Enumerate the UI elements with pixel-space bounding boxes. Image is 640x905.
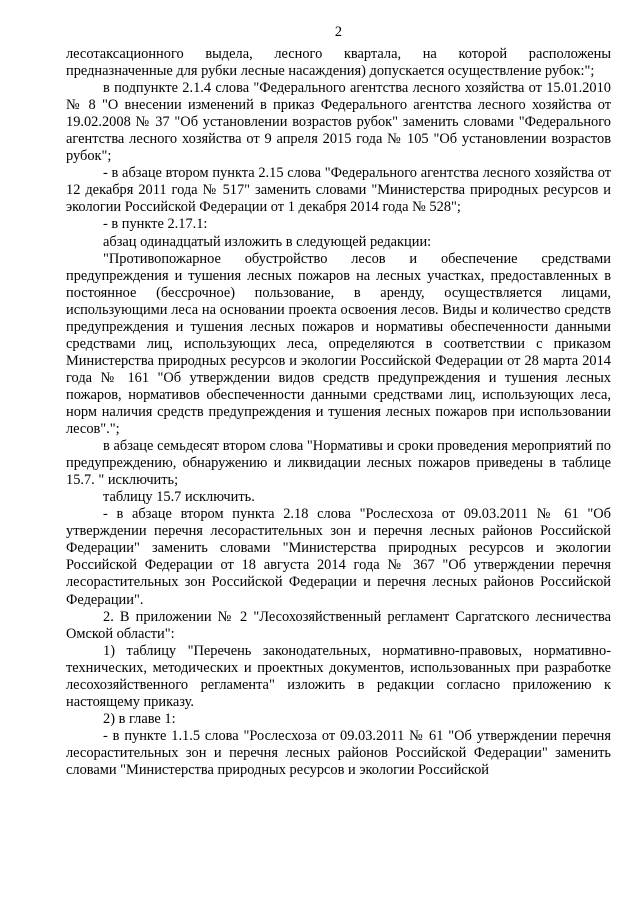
paragraph: - в пункте 1.1.5 слова "Рослесхоза от 09.03.2011 № 61 "Об утверждении перечня лесорастительных зон и перечня лесных районов Российской Федерации" заменить словами "Министерства природных ресурсов и экологии Российской [66, 727, 611, 778]
paragraph: 2. В приложении № 2 "Лесохозяйственный регламент Саргатского лесничества Омской области": [66, 608, 611, 642]
document-page [66, 24, 611, 779]
paragraph: таблицу 15.7 исключить. [103, 489, 255, 506]
paragraph: 2) в главе 1: [103, 710, 176, 727]
page-number: 2 [334, 24, 343, 40]
paragraph: абзац одинадцатый изложить в следующей редакции: [103, 233, 432, 250]
paragraph: лесотаксационного выдела, лесного квартала, на которой расположены предназначенные для рубки лесные насаждения) допускается осуществление рубок:"; [66, 46, 611, 80]
paragraph: в абзаце семьдесят втором слова "Нормативы и сроки проведения мероприятий по предупреждению, обнаружению и ликвидации лесных пожаров приведены в таблице 15.7. " исключить; [66, 438, 611, 489]
paragraph: - в абзаце втором пункта 2.15 слова "Федерального агентства лесного хозяйства от 12 декабря 2011 года № 517" заменить словами "Министерства природных ресурсов и экологии Российской Федерации от 1 декабря 2014 года № 528"; [66, 165, 611, 216]
paragraph: 1) таблицу "Перечень законодательных, нормативно-правовых, нормативно-технических, методических и проектных документов, использованных при разработке лесохозяйственного регламента" изложить в редакции согласно приложению к настоящему приказу. [66, 642, 611, 710]
paragraph: - в абзаце втором пункта 2.18 слова "Рослесхоза от 09.03.2011 № 61 "Об утверждении перечня лесорастительных зон и перечня лесных районов Российской Федерации" заменить словами "Министерства природных ресурсов и экологии Российской Федерации от 18 августа 2014 года № 367 "Об утверждении перечня лесорастительных зон Российской Федерации и перечня лесных районов Российской Федерации". [66, 506, 611, 608]
paragraph: "Противопожарное обустройство лесов и обеспечение средствами предупреждения и тушения лесных пожаров на лесных участках, предоставленных в постоянное (бессрочное) пользование, в аренду, осуществляется лицами, использующими леса на основании проекта освоения лесов. Виды и количество средств предупреждения и тушения лесных пожаров и нормативы обеспеченности данными средствами лиц, использующих леса, определяются в соответствии с приказом Министерства природных ресурсов и экологии Российской Федерации от 28 марта 2014 года № 161 "Об утверждении видов средств предупреждения и тушения лесных пожаров, нормативов обеспеченности данными средствами лиц, использующих леса, норм наличия средств предупреждения и тушения лесных пожаров при использовании лесов"."; [66, 250, 611, 438]
paragraph: - в пункте 2.17.1: [103, 216, 208, 233]
document-body [66, 46, 611, 779]
paragraph: в подпункте 2.1.4 слова "Федерального агентства лесного хозяйства от 15.01.2010 № 8 "О внесении изменений в приказ Федерального агентства лесного хозяйства от 19.02.2008 № 37 "Об установлении возрастов рубок" заменить словами "Федерального агентства лесного хозяйства от 9 апреля 2015 года № 105 "Об установлении возрастов рубок"; [66, 80, 611, 165]
